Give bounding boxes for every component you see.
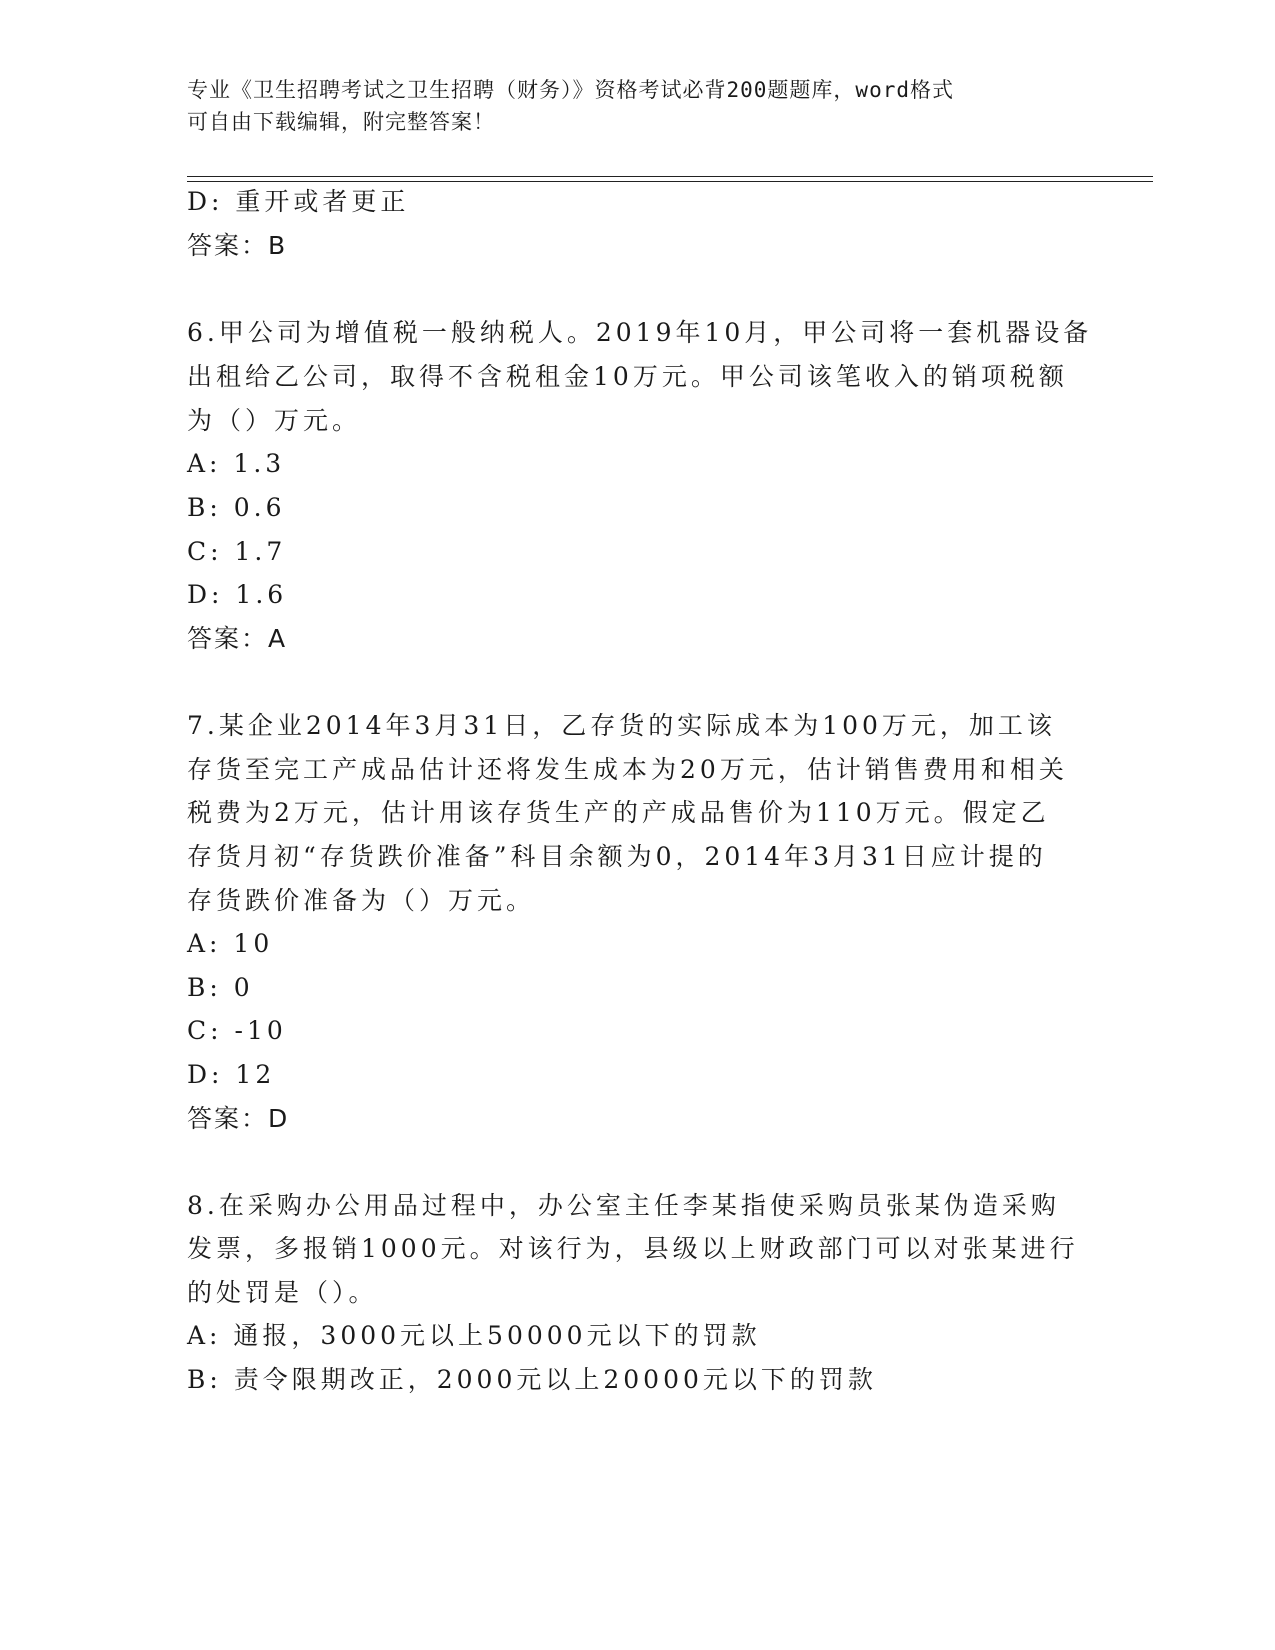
document-header	[187, 74, 1067, 138]
q7-option-d: D: 12	[187, 1060, 276, 1089]
header-rule-top	[187, 176, 1153, 177]
header-line-2: 可自由下载编辑，附完整答案！	[187, 110, 495, 134]
q6-option-c: C: 1.7	[187, 537, 287, 566]
q6-stem-line-2: 出租给乙公司，取得不含税租金10万元。甲公司该笔收入的销项税额	[187, 362, 1068, 391]
q8-stem-line-2: 发票，多报销1000元。对该行为，县级以上财政部门可以对张某进行	[187, 1234, 1079, 1263]
q7-option-c: C: -10	[187, 1016, 287, 1045]
q5-answer: 答案：B	[187, 231, 288, 260]
q7-option-a: A: 10	[187, 929, 274, 958]
q7-stem-line-3: 税费为2万元，估计用该存货生产的产成品售价为110万元。假定乙	[187, 798, 1050, 827]
q6-answer: 答案：A	[187, 624, 288, 653]
q6-option-d: D: 1.6	[187, 580, 288, 609]
q7-stem-line-4: 存货月初“存货跌价准备”科目余额为0，2014年3月31日应计提的	[187, 842, 1047, 871]
q6-option-a: A: 1.3	[187, 449, 286, 478]
header-rule-bottom	[187, 181, 1153, 182]
header-line-1: 专业《卫生招聘考试之卫生招聘（财务）》资格考试必背200题题库，word格式	[187, 78, 954, 102]
q7-answer: 答案：D	[187, 1104, 290, 1133]
q6-stem-line-3: 为（）万元。	[187, 406, 362, 435]
q8-stem-line-1: 8.在采购办公用品过程中，办公室主任李某指使采购员张某伪造采购	[187, 1191, 1060, 1220]
q8-option-b: B: 责令限期改正，2000元以上20000元以下的罚款	[187, 1365, 877, 1394]
q7-stem-line-2: 存货至完工产成品估计还将发生成本为20万元，估计销售费用和相关	[187, 755, 1068, 784]
q6-stem-line-1: 6.甲公司为增值税一般纳税人。2019年10月，甲公司将一套机器设备	[187, 318, 1093, 347]
q7-stem-line-1: 7.某企业2014年3月31日，乙存货的实际成本为100万元，加工该	[187, 711, 1056, 740]
q8-stem-line-3: 的处罚是（）。	[187, 1278, 378, 1307]
q7-option-b: B: 0	[187, 973, 254, 1002]
q7-stem-line-5: 存货跌价准备为（）万元。	[187, 886, 536, 915]
q8-option-a: A: 通报，3000元以上50000元以下的罚款	[187, 1321, 761, 1350]
q6-option-b: B: 0.6	[187, 493, 286, 522]
q5-option-d: D: 重开或者更正	[187, 187, 410, 216]
